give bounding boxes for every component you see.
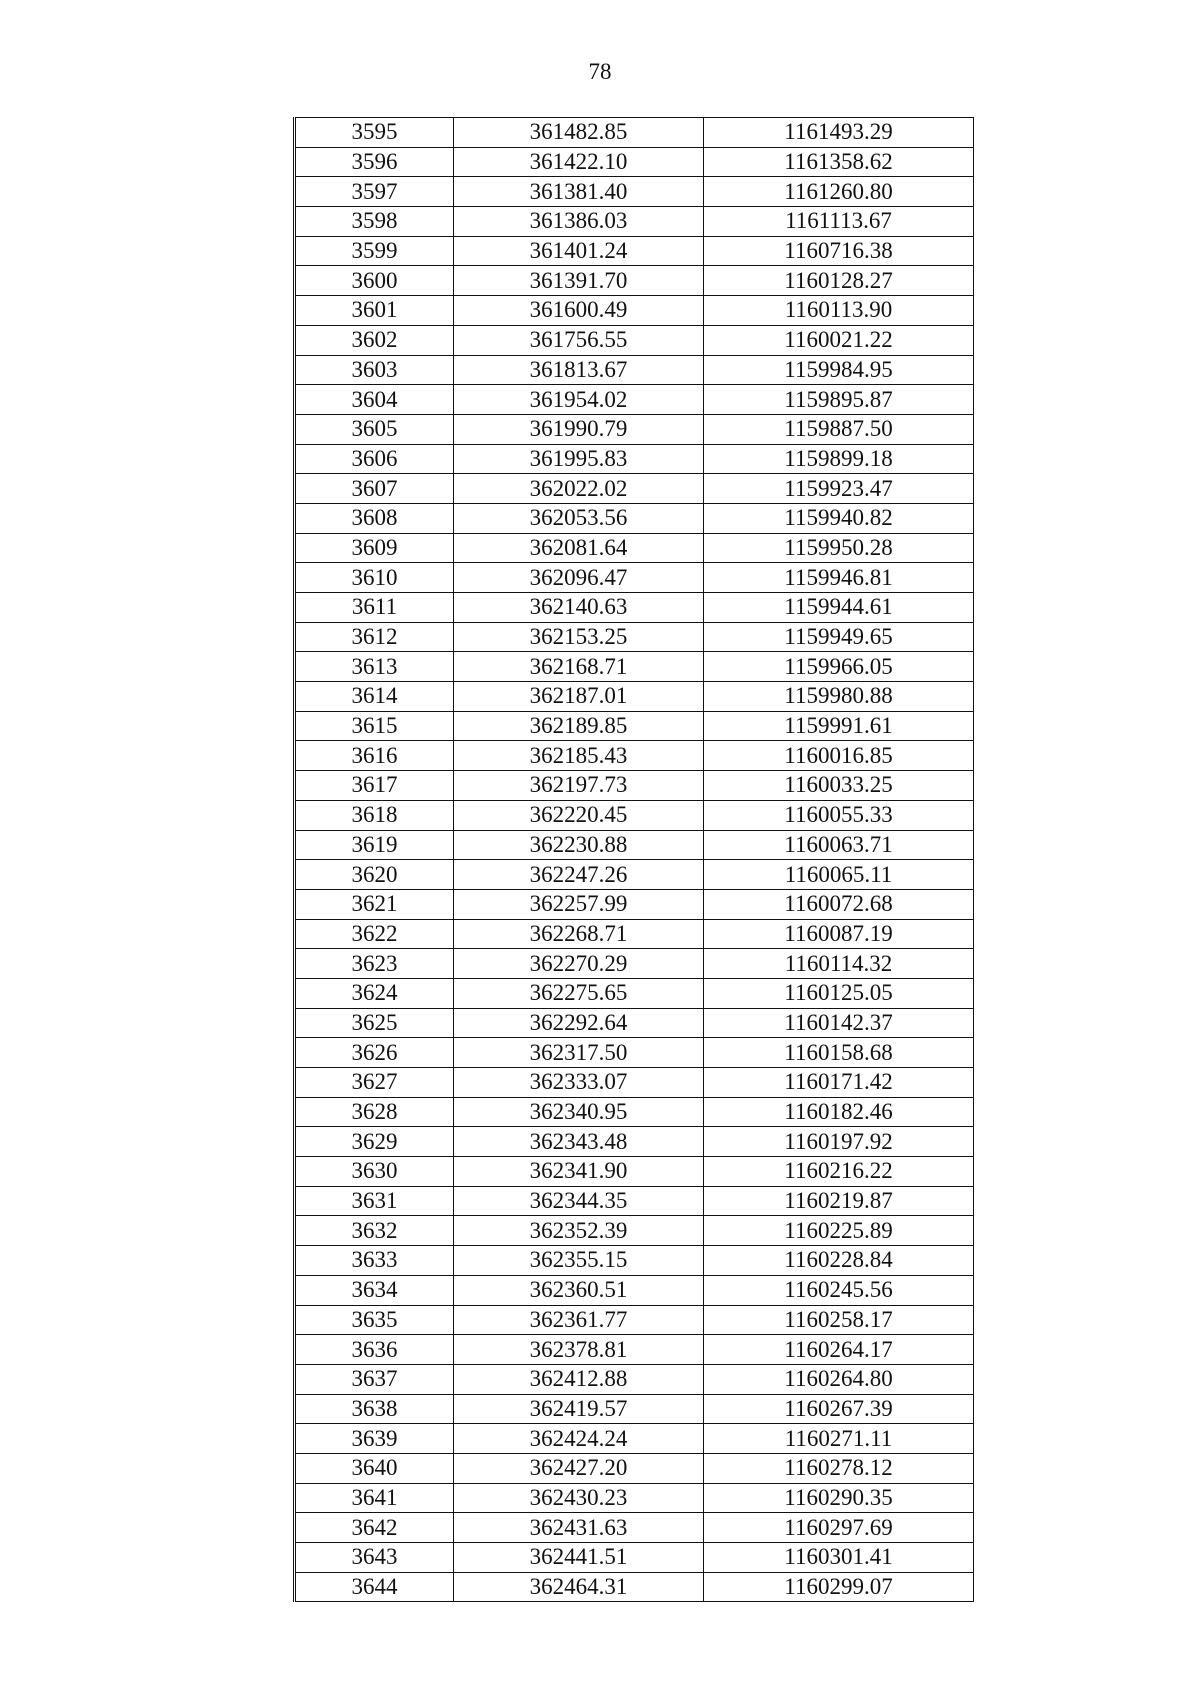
y-coordinate-cell: 1160072.68: [704, 889, 974, 919]
table-row: [295, 652, 974, 682]
point-number-cell: 3609: [295, 533, 454, 563]
point-number-cell: 3630: [295, 1157, 454, 1187]
table-row: [295, 1364, 974, 1394]
x-coordinate-cell: 362317.50: [454, 1038, 704, 1068]
y-coordinate-cell: 1161493.29: [704, 118, 974, 148]
x-coordinate-cell: 362352.39: [454, 1216, 704, 1246]
y-coordinate-cell: 1159923.47: [704, 474, 974, 504]
y-coordinate-cell: 1160299.07: [704, 1572, 974, 1602]
y-coordinate-cell: 1161113.67: [704, 207, 974, 237]
point-number-cell: 3602: [295, 325, 454, 355]
point-number-cell: 3612: [295, 622, 454, 652]
x-coordinate-cell: 362230.88: [454, 830, 704, 860]
table-row: [295, 1275, 974, 1305]
point-number-cell: 3627: [295, 1068, 454, 1098]
point-number-cell: 3617: [295, 771, 454, 801]
x-coordinate-cell: 362360.51: [454, 1275, 704, 1305]
y-coordinate-cell: 1160716.38: [704, 236, 974, 266]
x-coordinate-cell: 362140.63: [454, 593, 704, 623]
y-coordinate-cell: 1160063.71: [704, 830, 974, 860]
y-coordinate-cell: 1160264.17: [704, 1335, 974, 1365]
table-row: [295, 711, 974, 741]
y-coordinate-cell: 1159887.50: [704, 414, 974, 444]
point-number-cell: 3604: [295, 385, 454, 415]
table-row: [295, 978, 974, 1008]
point-number-cell: 3621: [295, 889, 454, 919]
table-row: [295, 118, 974, 148]
y-coordinate-cell: 1160290.35: [704, 1483, 974, 1513]
table-row: [295, 1068, 974, 1098]
table-row: [295, 1543, 974, 1573]
y-coordinate-cell: 1159980.88: [704, 682, 974, 712]
x-coordinate-cell: 362022.02: [454, 474, 704, 504]
table-row: [295, 266, 974, 296]
y-coordinate-cell: 1160267.39: [704, 1394, 974, 1424]
y-coordinate-cell: 1159950.28: [704, 533, 974, 563]
table-row: [295, 1513, 974, 1543]
table-row: [295, 563, 974, 593]
table-row: [295, 1394, 974, 1424]
point-number-cell: 3624: [295, 978, 454, 1008]
y-coordinate-cell: 1160158.68: [704, 1038, 974, 1068]
x-coordinate-cell: 362187.01: [454, 682, 704, 712]
y-coordinate-cell: 1160258.17: [704, 1305, 974, 1335]
table-row: [295, 1157, 974, 1187]
table-row: [295, 1097, 974, 1127]
x-coordinate-cell: 361386.03: [454, 207, 704, 237]
table-row: [295, 1186, 974, 1216]
point-number-cell: 3629: [295, 1127, 454, 1157]
point-number-cell: 3634: [295, 1275, 454, 1305]
table-row: [295, 682, 974, 712]
point-number-cell: 3606: [295, 444, 454, 474]
point-number-cell: 3614: [295, 682, 454, 712]
table-row: [295, 771, 974, 801]
y-coordinate-cell: 1161260.80: [704, 177, 974, 207]
x-coordinate-cell: 362257.99: [454, 889, 704, 919]
point-number-cell: 3615: [295, 711, 454, 741]
x-coordinate-cell: 362343.48: [454, 1127, 704, 1157]
table-row: [295, 1216, 974, 1246]
y-coordinate-cell: 1159946.81: [704, 563, 974, 593]
x-coordinate-cell: 361756.55: [454, 325, 704, 355]
x-coordinate-cell: 361813.67: [454, 355, 704, 385]
table-row: [295, 147, 974, 177]
y-coordinate-cell: 1159949.65: [704, 622, 974, 652]
x-coordinate-cell: 361381.40: [454, 177, 704, 207]
x-coordinate-cell: 362275.65: [454, 978, 704, 1008]
point-number-cell: 3619: [295, 830, 454, 860]
table-row: [295, 236, 974, 266]
point-number-cell: 3618: [295, 800, 454, 830]
point-number-cell: 3643: [295, 1543, 454, 1573]
y-coordinate-cell: 1160297.69: [704, 1513, 974, 1543]
y-coordinate-cell: 1160271.11: [704, 1424, 974, 1454]
point-number-cell: 3610: [295, 563, 454, 593]
table-row: [295, 207, 974, 237]
x-coordinate-cell: 362344.35: [454, 1186, 704, 1216]
x-coordinate-cell: 362412.88: [454, 1364, 704, 1394]
table-row: [295, 1246, 974, 1276]
point-number-cell: 3596: [295, 147, 454, 177]
y-coordinate-cell: 1160113.90: [704, 296, 974, 326]
table-row: [295, 533, 974, 563]
y-coordinate-cell: 1160197.92: [704, 1127, 974, 1157]
x-coordinate-cell: 362361.77: [454, 1305, 704, 1335]
x-coordinate-cell: 362464.31: [454, 1572, 704, 1602]
x-coordinate-cell: 362247.26: [454, 860, 704, 890]
x-coordinate-cell: 361422.10: [454, 147, 704, 177]
table-row: [295, 296, 974, 326]
page-number: 78: [588, 59, 612, 84]
point-number-cell: 3611: [295, 593, 454, 623]
table-row: [295, 1424, 974, 1454]
y-coordinate-cell: 1160225.89: [704, 1216, 974, 1246]
y-coordinate-cell: 1160228.84: [704, 1246, 974, 1276]
table-row: [295, 414, 974, 444]
y-coordinate-cell: 1160087.19: [704, 919, 974, 949]
y-coordinate-cell: 1160301.41: [704, 1543, 974, 1573]
table-row: [295, 1127, 974, 1157]
y-coordinate-cell: 1159991.61: [704, 711, 974, 741]
point-number-cell: 3598: [295, 207, 454, 237]
x-coordinate-cell: 362220.45: [454, 800, 704, 830]
table-row: [295, 593, 974, 623]
y-coordinate-cell: 1160114.32: [704, 949, 974, 979]
y-coordinate-cell: 1160171.42: [704, 1068, 974, 1098]
y-coordinate-cell: 1160278.12: [704, 1453, 974, 1483]
point-number-cell: 3599: [295, 236, 454, 266]
y-coordinate-cell: 1159944.61: [704, 593, 974, 623]
table-row: [295, 1008, 974, 1038]
y-coordinate-cell: 1159984.95: [704, 355, 974, 385]
y-coordinate-cell: 1161358.62: [704, 147, 974, 177]
y-coordinate-cell: 1159940.82: [704, 503, 974, 533]
y-coordinate-cell: 1159899.18: [704, 444, 974, 474]
x-coordinate-cell: 362053.56: [454, 503, 704, 533]
x-coordinate-cell: 362419.57: [454, 1394, 704, 1424]
table-row: [295, 444, 974, 474]
y-coordinate-cell: 1160016.85: [704, 741, 974, 771]
point-number-cell: 3640: [295, 1453, 454, 1483]
x-coordinate-cell: 361401.24: [454, 236, 704, 266]
x-coordinate-cell: 362185.43: [454, 741, 704, 771]
y-coordinate-cell: 1160142.37: [704, 1008, 974, 1038]
point-number-cell: 3605: [295, 414, 454, 444]
point-number-cell: 3603: [295, 355, 454, 385]
table-row: [295, 503, 974, 533]
y-coordinate-cell: 1160033.25: [704, 771, 974, 801]
x-coordinate-cell: 362340.95: [454, 1097, 704, 1127]
table-row: [295, 325, 974, 355]
x-coordinate-cell: 362168.71: [454, 652, 704, 682]
x-coordinate-cell: 362292.64: [454, 1008, 704, 1038]
table-row: [295, 919, 974, 949]
point-number-cell: 3597: [295, 177, 454, 207]
x-coordinate-cell: 362270.29: [454, 949, 704, 979]
point-number-cell: 3628: [295, 1097, 454, 1127]
x-coordinate-cell: 361995.83: [454, 444, 704, 474]
coordinates-table: [293, 117, 974, 1602]
point-number-cell: 3613: [295, 652, 454, 682]
x-coordinate-cell: 362430.23: [454, 1483, 704, 1513]
point-number-cell: 3608: [295, 503, 454, 533]
x-coordinate-cell: 362441.51: [454, 1543, 704, 1573]
y-coordinate-cell: 1159895.87: [704, 385, 974, 415]
point-number-cell: 3635: [295, 1305, 454, 1335]
x-coordinate-cell: 362341.90: [454, 1157, 704, 1187]
table-row: [295, 177, 974, 207]
x-coordinate-cell: 361600.49: [454, 296, 704, 326]
point-number-cell: 3595: [295, 118, 454, 148]
y-coordinate-cell: 1160245.56: [704, 1275, 974, 1305]
point-number-cell: 3601: [295, 296, 454, 326]
point-number-cell: 3633: [295, 1246, 454, 1276]
table-row: [295, 830, 974, 860]
table-row: [295, 385, 974, 415]
y-coordinate-cell: 1160065.11: [704, 860, 974, 890]
x-coordinate-cell: 362153.25: [454, 622, 704, 652]
x-coordinate-cell: 362427.20: [454, 1453, 704, 1483]
x-coordinate-cell: 362333.07: [454, 1068, 704, 1098]
table-row: [295, 860, 974, 890]
x-coordinate-cell: 362424.24: [454, 1424, 704, 1454]
x-coordinate-cell: 362268.71: [454, 919, 704, 949]
point-number-cell: 3637: [295, 1364, 454, 1394]
point-number-cell: 3638: [295, 1394, 454, 1424]
x-coordinate-cell: 362197.73: [454, 771, 704, 801]
table-row: [295, 741, 974, 771]
x-coordinate-cell: 362431.63: [454, 1513, 704, 1543]
x-coordinate-cell: 362081.64: [454, 533, 704, 563]
table-row: [295, 889, 974, 919]
y-coordinate-cell: 1159966.05: [704, 652, 974, 682]
y-coordinate-cell: 1160219.87: [704, 1186, 974, 1216]
x-coordinate-cell: 361482.85: [454, 118, 704, 148]
point-number-cell: 3644: [295, 1572, 454, 1602]
point-number-cell: 3600: [295, 266, 454, 296]
y-coordinate-cell: 1160264.80: [704, 1364, 974, 1394]
point-number-cell: 3641: [295, 1483, 454, 1513]
point-number-cell: 3625: [295, 1008, 454, 1038]
point-number-cell: 3620: [295, 860, 454, 890]
x-coordinate-cell: 361954.02: [454, 385, 704, 415]
point-number-cell: 3623: [295, 949, 454, 979]
x-coordinate-cell: 361990.79: [454, 414, 704, 444]
y-coordinate-cell: 1160216.22: [704, 1157, 974, 1187]
point-number-cell: 3639: [295, 1424, 454, 1454]
coordinates-table-body: [295, 118, 974, 1602]
point-number-cell: 3632: [295, 1216, 454, 1246]
table-row: [295, 1483, 974, 1513]
table-row: [295, 800, 974, 830]
table-row: [295, 622, 974, 652]
y-coordinate-cell: 1160128.27: [704, 266, 974, 296]
point-number-cell: 3631: [295, 1186, 454, 1216]
y-coordinate-cell: 1160055.33: [704, 800, 974, 830]
point-number-cell: 3636: [295, 1335, 454, 1365]
x-coordinate-cell: 362355.15: [454, 1246, 704, 1276]
table-row: [295, 1453, 974, 1483]
table-row: [295, 355, 974, 385]
table-row: [295, 949, 974, 979]
table-row: [295, 474, 974, 504]
x-coordinate-cell: 361391.70: [454, 266, 704, 296]
x-coordinate-cell: 362096.47: [454, 563, 704, 593]
table-row: [295, 1572, 974, 1602]
point-number-cell: 3626: [295, 1038, 454, 1068]
point-number-cell: 3642: [295, 1513, 454, 1543]
y-coordinate-cell: 1160182.46: [704, 1097, 974, 1127]
table-row: [295, 1305, 974, 1335]
y-coordinate-cell: 1160125.05: [704, 978, 974, 1008]
table-row: [295, 1335, 974, 1365]
table-row: [295, 1038, 974, 1068]
y-coordinate-cell: 1160021.22: [704, 325, 974, 355]
x-coordinate-cell: 362378.81: [454, 1335, 704, 1365]
x-coordinate-cell: 362189.85: [454, 711, 704, 741]
point-number-cell: 3607: [295, 474, 454, 504]
point-number-cell: 3616: [295, 741, 454, 771]
point-number-cell: 3622: [295, 919, 454, 949]
